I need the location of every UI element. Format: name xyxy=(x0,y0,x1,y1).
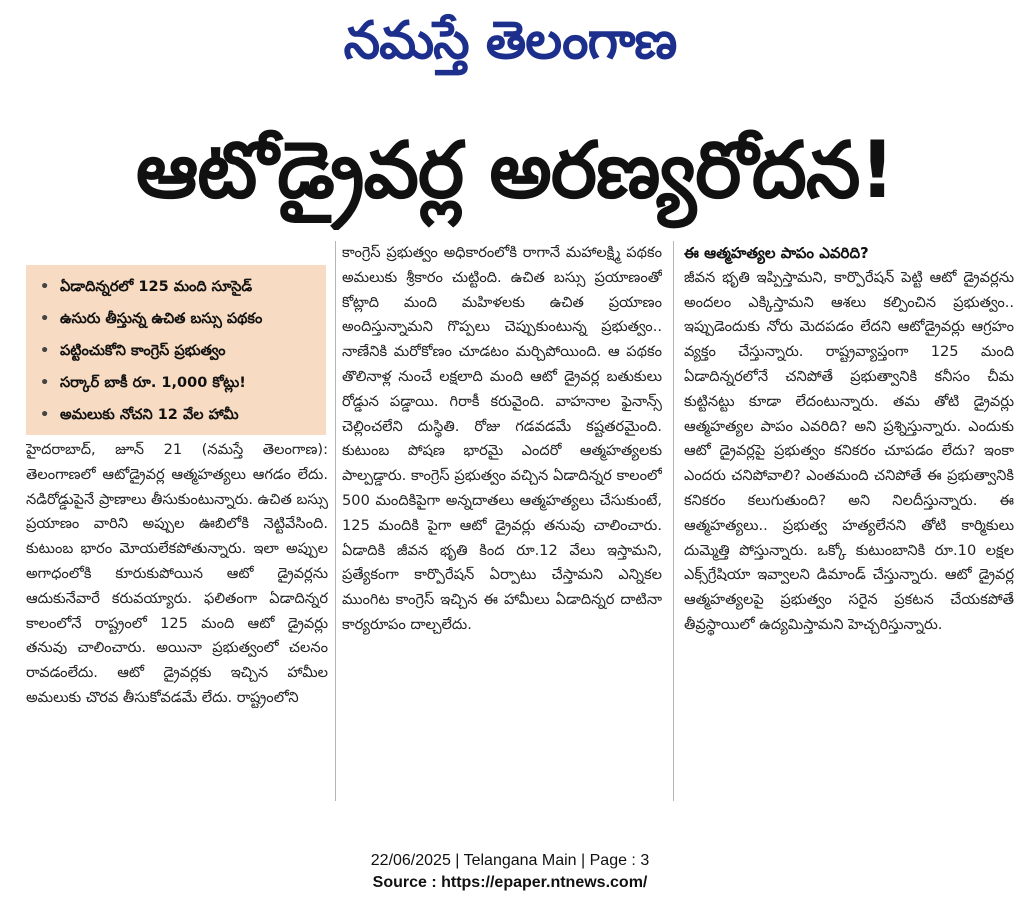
highlight-item xyxy=(40,271,320,303)
column-3-text: జీవన భృతి ఇప్పిస్తామని, కార్పొరేషన్ పెట్టి ఆటో డ్రైవర్లను అందలం ఎక్కిస్తామని ఆశలు కల్పించిన ప్రభుత్వం.. ఇప్పుడెందుకు నోరు మెదపడం లేదని ఆటోడ్రైవర్లు ఆగ్రహం వ్యక్తం చేస్తున్నారు. రాష్ట్రవ్యాప్తంగా 125 మంది ఏడాదిన్నరలోనే చనిపోతే ప్రభుత్వానికి కనీసం చీమ కుట్టినట్టు కూడా లేదంటున్నారు. తమ తోటి డ్రైవర్లు ఆత్మహత్యల పాపం ఎవరిది? అని ప్రశ్నిస్తున్నారు. ఎందుకు ఆటో డ్రైవర్లపై ప్రభుత్వం కనికరం చూపడం లేదు? ఇంకా ఎందరు చనిపోవాలి? ఎంతమంది చనిపోతే ఈ ప్రభుత్వానికి కనికరం కలుగుతుంది? అని నిలదీస్తున్నారు. ఈ ఆత్మహత్యలు.. ప్రభుత్వ హత్యలేనని తోటి కార్మికులు దుమ్మెత్తి పోస్తున్నారు. ఒక్కో కుటుంబానికి రూ.10 లక్షల ఎక్స్‌గ్రేషియా ఇవ్వాలని డిమాండ్ చేస్తున్నారు. ఆటో డ్రైవర్ల ఆత్మహత్యలపై ప్రభుత్వం సరైన ప్రకటన చేయకపోతే తీవ్రస్థాయిలో ఉద్యమిస్తామని హెచ్చరిస్తున్నారు. xyxy=(684,268,1014,633)
article-headline: ఆటోడ్రైవర్ల అరణ్యరోదన! xyxy=(135,126,895,216)
bullet-icon: • xyxy=(40,343,50,359)
highlight-text: ఏడాదిన్నరలో 125 మంది సూసైడ్ xyxy=(60,279,253,295)
column-divider xyxy=(673,241,674,801)
highlights-box xyxy=(26,265,326,435)
newspaper-masthead: నమస్తే తెలంగాణ xyxy=(343,11,677,71)
highlight-item xyxy=(40,303,320,335)
section-subheading: ఈ ఆత్మహత్యల పాపం ఎవరిది? xyxy=(684,244,869,262)
highlight-item xyxy=(40,335,320,367)
highlight-text: సర్కార్ బాకీ రూ. 1,000 కోట్లు! xyxy=(60,375,246,391)
article-column-3 xyxy=(684,241,1014,801)
highlight-item xyxy=(40,399,320,431)
bullet-icon: • xyxy=(40,407,50,423)
highlight-text: అమలుకు నోచని 12 వేల హామీ xyxy=(60,407,239,423)
edition-info: 22/06/2025 | Telangana Main | Page : 3 xyxy=(370,852,650,869)
source-link[interactable]: Source : https://epaper.ntnews.com/ xyxy=(372,874,648,891)
article-column-2: కాంగ్రెస్ ప్రభుత్వం అధికారంలోకి రాగానే మహాలక్ష్మి పథకం అమలుకు శ్రీకారం చుట్టింది. ఉచిత బస్సు ప్రయాణంతో కోట్లాది మంది మహిళలకు ఉచిత ప్రయాణం అందిస్తున్నామని గొప్పలు చెప్పుకుంటున్న ప్రభుత్వం.. నాణేనికి మరోకోణం చూడటం మర్చిపోయింది. ఆ పథకం తొలినాళ్ల నుంచే లక్షలాది మంది ఆటో డ్రైవర్ల బతుకులు రోడ్డున పడ్డాయి. గిరాకీ కరువైంది. వాహనాల ఫైనాన్స్ చెల్లించలేని దుస్థితి. రోజు గడవడమే కష్టతరమైంది. కుటుంబ పోషణ భారమై ఎందరో ఆత్మహత్యలకు పాల్పడ్డారు. కాంగ్రెస్ ప్రభుత్వం వచ్చిన ఏడాదిన్నర కాలంలో 500 మందికిపైగా అన్నదాతలు ఆత్మహత్యలు చేసుకుంటే, 125 మందికి పైగా ఆటో డ్రైవర్లు తనువు చాలించారు. ఏడాదికి జీవన భృతి కింద రూ.12 వేలు ఇస్తామని, ప్రత్యేకంగా కార్పొరేషన్ ఏర్పాటు చేస్తామని ఎన్నికల ముంగిట కాంగ్రెస్ ఇచ్చిన ఈ హామీలు ఏడాదిన్నర దాటినా కార్యరూపం దాల్చలేదు. xyxy=(342,244,662,633)
column-divider xyxy=(335,241,336,801)
highlight-item xyxy=(40,367,320,399)
highlight-text: పట్టించుకోని కాంగ్రెస్ ప్రభుత్వం xyxy=(60,343,226,359)
article-column-1: హైదరాబాద్, జూన్ 21 (నమస్తే తెలంగాణ): తెలంగాణలో ఆటోడ్రైవర్ల ఆత్మహత్యలు ఆగడం లేదు. నడిరోడ్డుపైనే ప్రాణాలు తీసుకుంటున్నారు. ఉచిత బస్సు ప్రయాణం వారిని అప్పుల ఊబిలోకి నెట్టివేసింది. కుటుంబ భారం మోయలేకపోతున్నారు. ఇలా అప్పుల అగాధంలోకి కూరుకుపోయిన ఆటో డ్రైవర్లను ఆదుకునేవారే కరువయ్యారు. ఫలితంగా ఏడాదిన్నర కాలంలోనే రాష్ట్రంలో 125 మంది ఆటో డ్రైవర్లు తనువు చాలించారు. అయినా ప్రభుత్వంలో చలనం రావడంలేదు. ఆటో డ్రైవర్లకు ఇచ్చిన హామీల అమలుకు చొరవ తీసుకోవడమే లేదు. రాష్ట్రంలోని xyxy=(26,441,328,706)
highlight-text: ఉసురు తీస్తున్న ఉచిత బస్సు పథకం xyxy=(60,311,263,327)
bullet-icon: • xyxy=(40,279,50,295)
bullet-icon: • xyxy=(40,311,50,327)
bullet-icon: • xyxy=(40,375,50,391)
